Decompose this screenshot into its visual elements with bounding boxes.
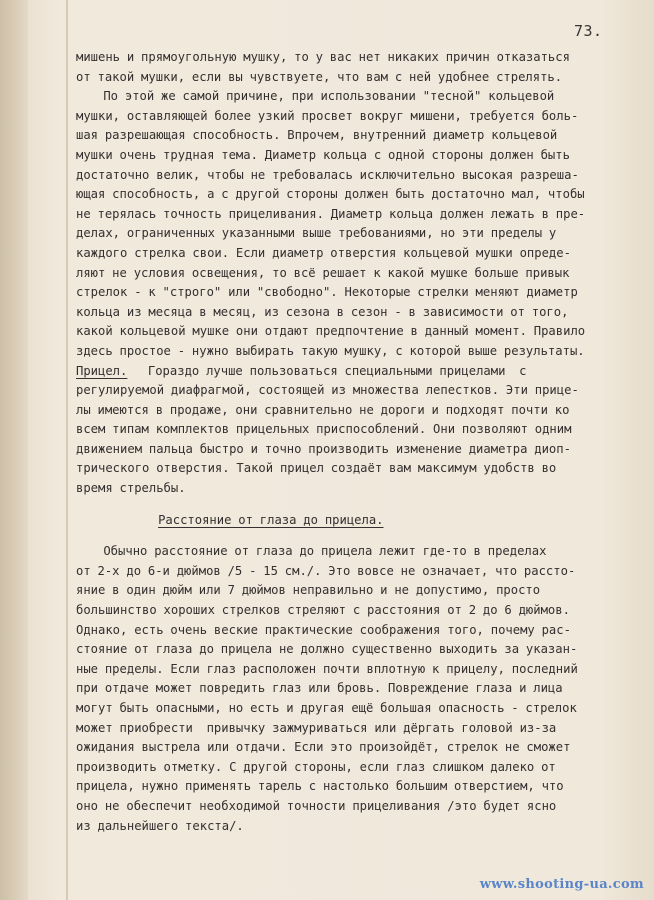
text-line: из дальнейшего текста/.	[76, 818, 244, 833]
text-line-rest: Гораздо лучше пользоваться специальными прицелами с	[127, 363, 527, 378]
text-line: мушки, оставляющей более узкий просвет вокруг мишени, требуется боль-	[76, 108, 579, 123]
page-number: 73.	[574, 22, 603, 40]
text-line: ные пределы. Если глаз расположен почти вплотную к прицелу, последний	[76, 661, 578, 676]
text-line: прицела, нужно применять тарель с настолько большим отверстием, что	[76, 779, 564, 794]
text-line: яние в один дюйм или 7 дюймов неправильно и не допустимо, просто	[76, 583, 541, 598]
text-line: может приобрести привычку зажмуриваться или дёргать головой из-за	[76, 720, 557, 735]
text-line: кольца из месяца в месяц, из сезона в сезон - в зависимости от того,	[76, 304, 569, 319]
text-line: большинство хороших стрелков стреляют с расстояния от 2 до 6 дюймов.	[76, 603, 570, 618]
text-line: оно не обеспечит необходимой точности прицеливания /это будет ясно	[76, 798, 557, 813]
text-line: По этой же самой причине, при использовании "тесной" кольцевой	[76, 89, 555, 104]
text-line: могут быть опасными, но есть и другая ещё большая опасность - стрелок	[76, 701, 577, 715]
text-line: шая разрешающая способность. Впрочем, внутренний диаметр кольцевой	[76, 128, 558, 143]
typed-text-block	[76, 48, 632, 836]
text-line: всем типам комплектов прицельных приспособлений. Они позволяют одним	[76, 422, 572, 437]
text-line: движением пальца быстро и точно производить изменение диаметра диоп-	[76, 441, 571, 456]
text-line: ющая способность, а с другой стороны должен быть достаточно мал, чтобы	[76, 187, 585, 202]
text-line: стояние от глаза до прицела не должно существенно выходить за указан-	[76, 642, 578, 657]
section-pricel	[76, 362, 632, 499]
page-fold-line	[66, 0, 68, 900]
text-line: здесь простое - нужно выбирать такую мушку, с которой выше результаты.	[76, 343, 585, 358]
distance-heading: Расстояние от глаза до прицела.	[158, 512, 384, 527]
pricel-heading: Прицел.	[76, 363, 128, 378]
distance-heading-line	[76, 511, 632, 531]
text-line: Однако, есть очень веские практические соображения того, почему рас-	[76, 622, 571, 637]
heading-gap	[76, 530, 632, 542]
text-line: ляют не условия освещения, то всё решает к какой мушке больше привык	[76, 265, 570, 280]
site-watermark: www.shooting-ua.com	[479, 877, 644, 892]
section-gap	[76, 499, 632, 511]
text-line: мушки очень трудная тема. Диаметр кольца с одной стороны должен быть	[76, 147, 570, 162]
text-line: делах, ограниченных указанными выше требованиями, но эти пределы у	[76, 226, 557, 241]
text-line: какой кольцевой мушке они отдают предпочтение в данный момент. Правило	[76, 324, 586, 339]
section-distance	[76, 511, 632, 837]
text-line: каждого стрелка свои. Если диаметр отверстия кольцевой мушки опреде-	[76, 245, 571, 260]
text-line: достаточно велик, чтобы не требовалась исключительно высокая разреша-	[76, 167, 579, 182]
text-line: стрелок - к "строго" или "свободно". Некоторые стрелки меняют диаметр	[76, 285, 578, 300]
text-line: ожидания выстрела или отдачи. Если это произойдёт, стрелок не сможет	[76, 740, 571, 755]
text-line: трического отверстия. Такой прицел создаёт вам максимум удобств во	[76, 461, 557, 476]
text-line: мишень и прямоугольную мушку, то у вас нет никаких причин отказаться	[76, 50, 570, 64]
text-line: не терялась точность прицеливания. Диаметр кольца должен лежать в пре-	[76, 206, 586, 221]
paragraph-eye-sight	[76, 48, 632, 362]
text-line: лы имеются в продаже, они сравнительно не дороги и подходят почти ко	[76, 402, 570, 417]
text-line: регулируемой диафрагмой, состоящей из множества лепестков. Эти прице-	[76, 383, 579, 398]
text-line: при отдаче может повредить глаз или бровь. Повреждение глаза и лица	[76, 681, 563, 696]
text-line: производить отметку. С другой стороны, если глаз слишком далеко от	[76, 759, 556, 774]
text-line: время стрельбы.	[76, 481, 186, 496]
text-line: Обычно расстояние от глаза до прицела лежит где-то в пределах	[76, 544, 547, 559]
text-line: от такой мушки, если вы чувствуете, что вам с ней удобнее стрелять.	[76, 69, 563, 84]
text-line: от 2-х до 6-и дюймов /5 - 15 см./. Это вовсе не означает, что рассто-	[76, 563, 576, 578]
page-binding-edge	[0, 0, 28, 900]
pricel-first-line	[76, 362, 632, 382]
